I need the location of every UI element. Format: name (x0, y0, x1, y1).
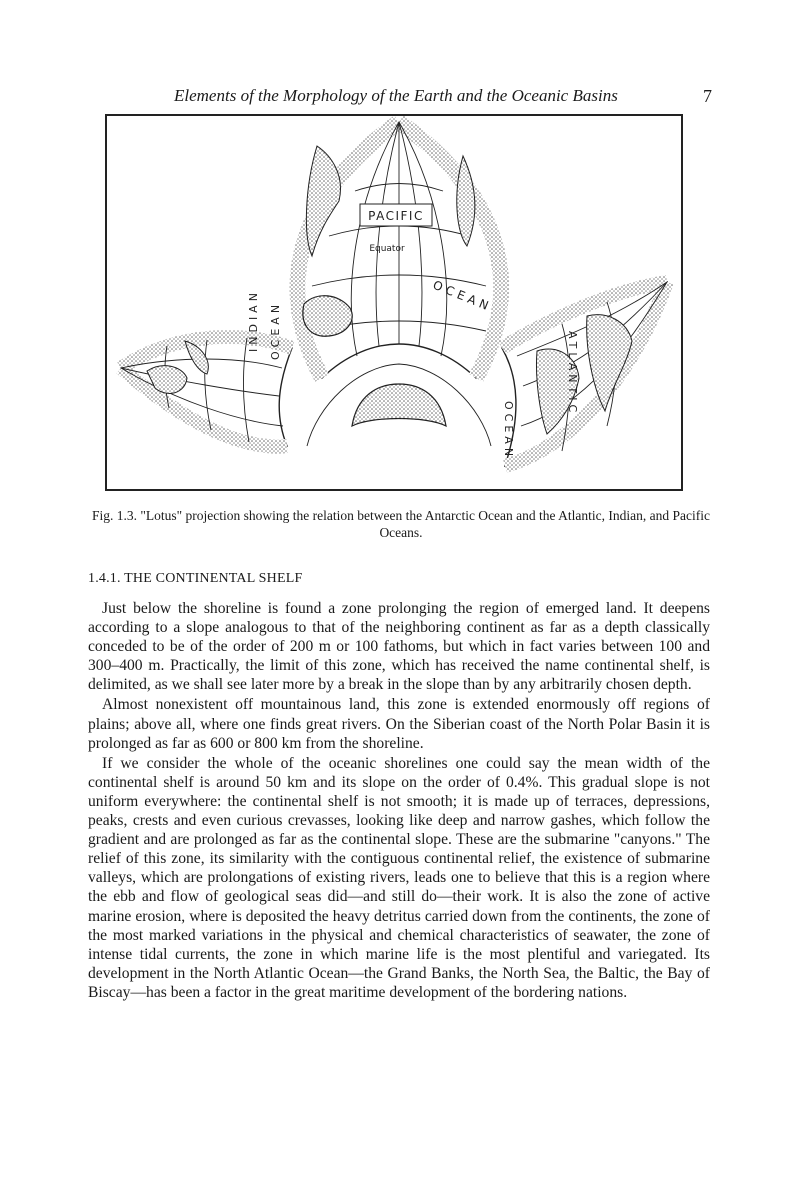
body-text (88, 599, 710, 1003)
indian-petal (121, 289, 292, 446)
lotus-projection-map (107, 116, 681, 489)
atlantic-label: ATLANTIC (566, 331, 579, 417)
pacific-ocean-label: OCEAN (430, 277, 495, 315)
paragraph: Almost nonexistent off mountainous land, this zone is extended enormously off regions of plains; above all, where one finds great rivers. On the Siberian coast of the North Polar Basin it is prolonged as far as 600 or 800 km from the shoreline. (88, 696, 710, 752)
indian-label: INDIAN (247, 289, 260, 352)
pacific-petal (298, 122, 501, 378)
antarctic-centre (307, 364, 491, 446)
running-header-title: Elements of the Morphology of the Earth and the Oceanic Basins (174, 86, 618, 105)
lotus-projection-figure (105, 114, 683, 491)
page-number: 7 (703, 86, 712, 106)
running-header (96, 86, 712, 110)
equator-label: Equator (369, 244, 405, 254)
paragraph: If we consider the whole of the oceanic shorelines one could say the mean width of the continental shelf is around 50 km and its slope on the order of 0.4%. This gradual slope is not uniform everywhere: the continental shelf is not smooth; it is made up of terraces, depressions, peaks, crests and even curious crevasses, looking like deep and narrow gashes, which follow the gradient and are prolonged as far as the continental slope. These are the submarine "canyons." The relief of this zone, its similarity with the contiguous continental relief, the existence of submarine valleys, which are prolongations of existing rivers, leads one to believe that this is a region where the ebb and flow of geological seas did—and still do—their work. It is also the zone of active marine erosion, where is deposited the heavy detritus carried down from the continents, the zone of the most marked variations in the physical and chemical characteristics of seawater, the zone of intense tidal currents, the zone in which marine life is the most plentiful and variegated. Its development in the North Atlantic Ocean—the Grand Banks, the North Sea, the Baltic, the Bay of Biscay—has been a factor in the great maritime development of the bordering nations. (88, 754, 710, 1001)
atlantic-ocean-label: OCEAN (502, 401, 515, 461)
indian-ocean-label: OCEAN (269, 300, 282, 360)
atlantic-petal (502, 282, 667, 466)
paragraph: Just below the shoreline is found a zone prolonging the region of emerged land. It deepens according to a slope analogous to that of the neighboring continent as far as a depth classically conceded to be of the order of 200 m or 100 fathoms, but which in fact varies between 100 and 300–400 m. Practically, the limit of this zone, which has received the name continental shelf, is delimited, as we shall see later more by a break in the slope than by any arbitrarily chosen depth. (88, 600, 710, 694)
figure-caption: Fig. 1.3. "Lotus" projection showing the relation between the Antarctic Ocean and the Atlantic, Indian, and Pacific Oceans. (92, 508, 710, 540)
section-heading: 1.4.1. THE CONTINENTAL SHELF (88, 571, 303, 586)
pacific-label: PACIFIC (368, 209, 424, 223)
